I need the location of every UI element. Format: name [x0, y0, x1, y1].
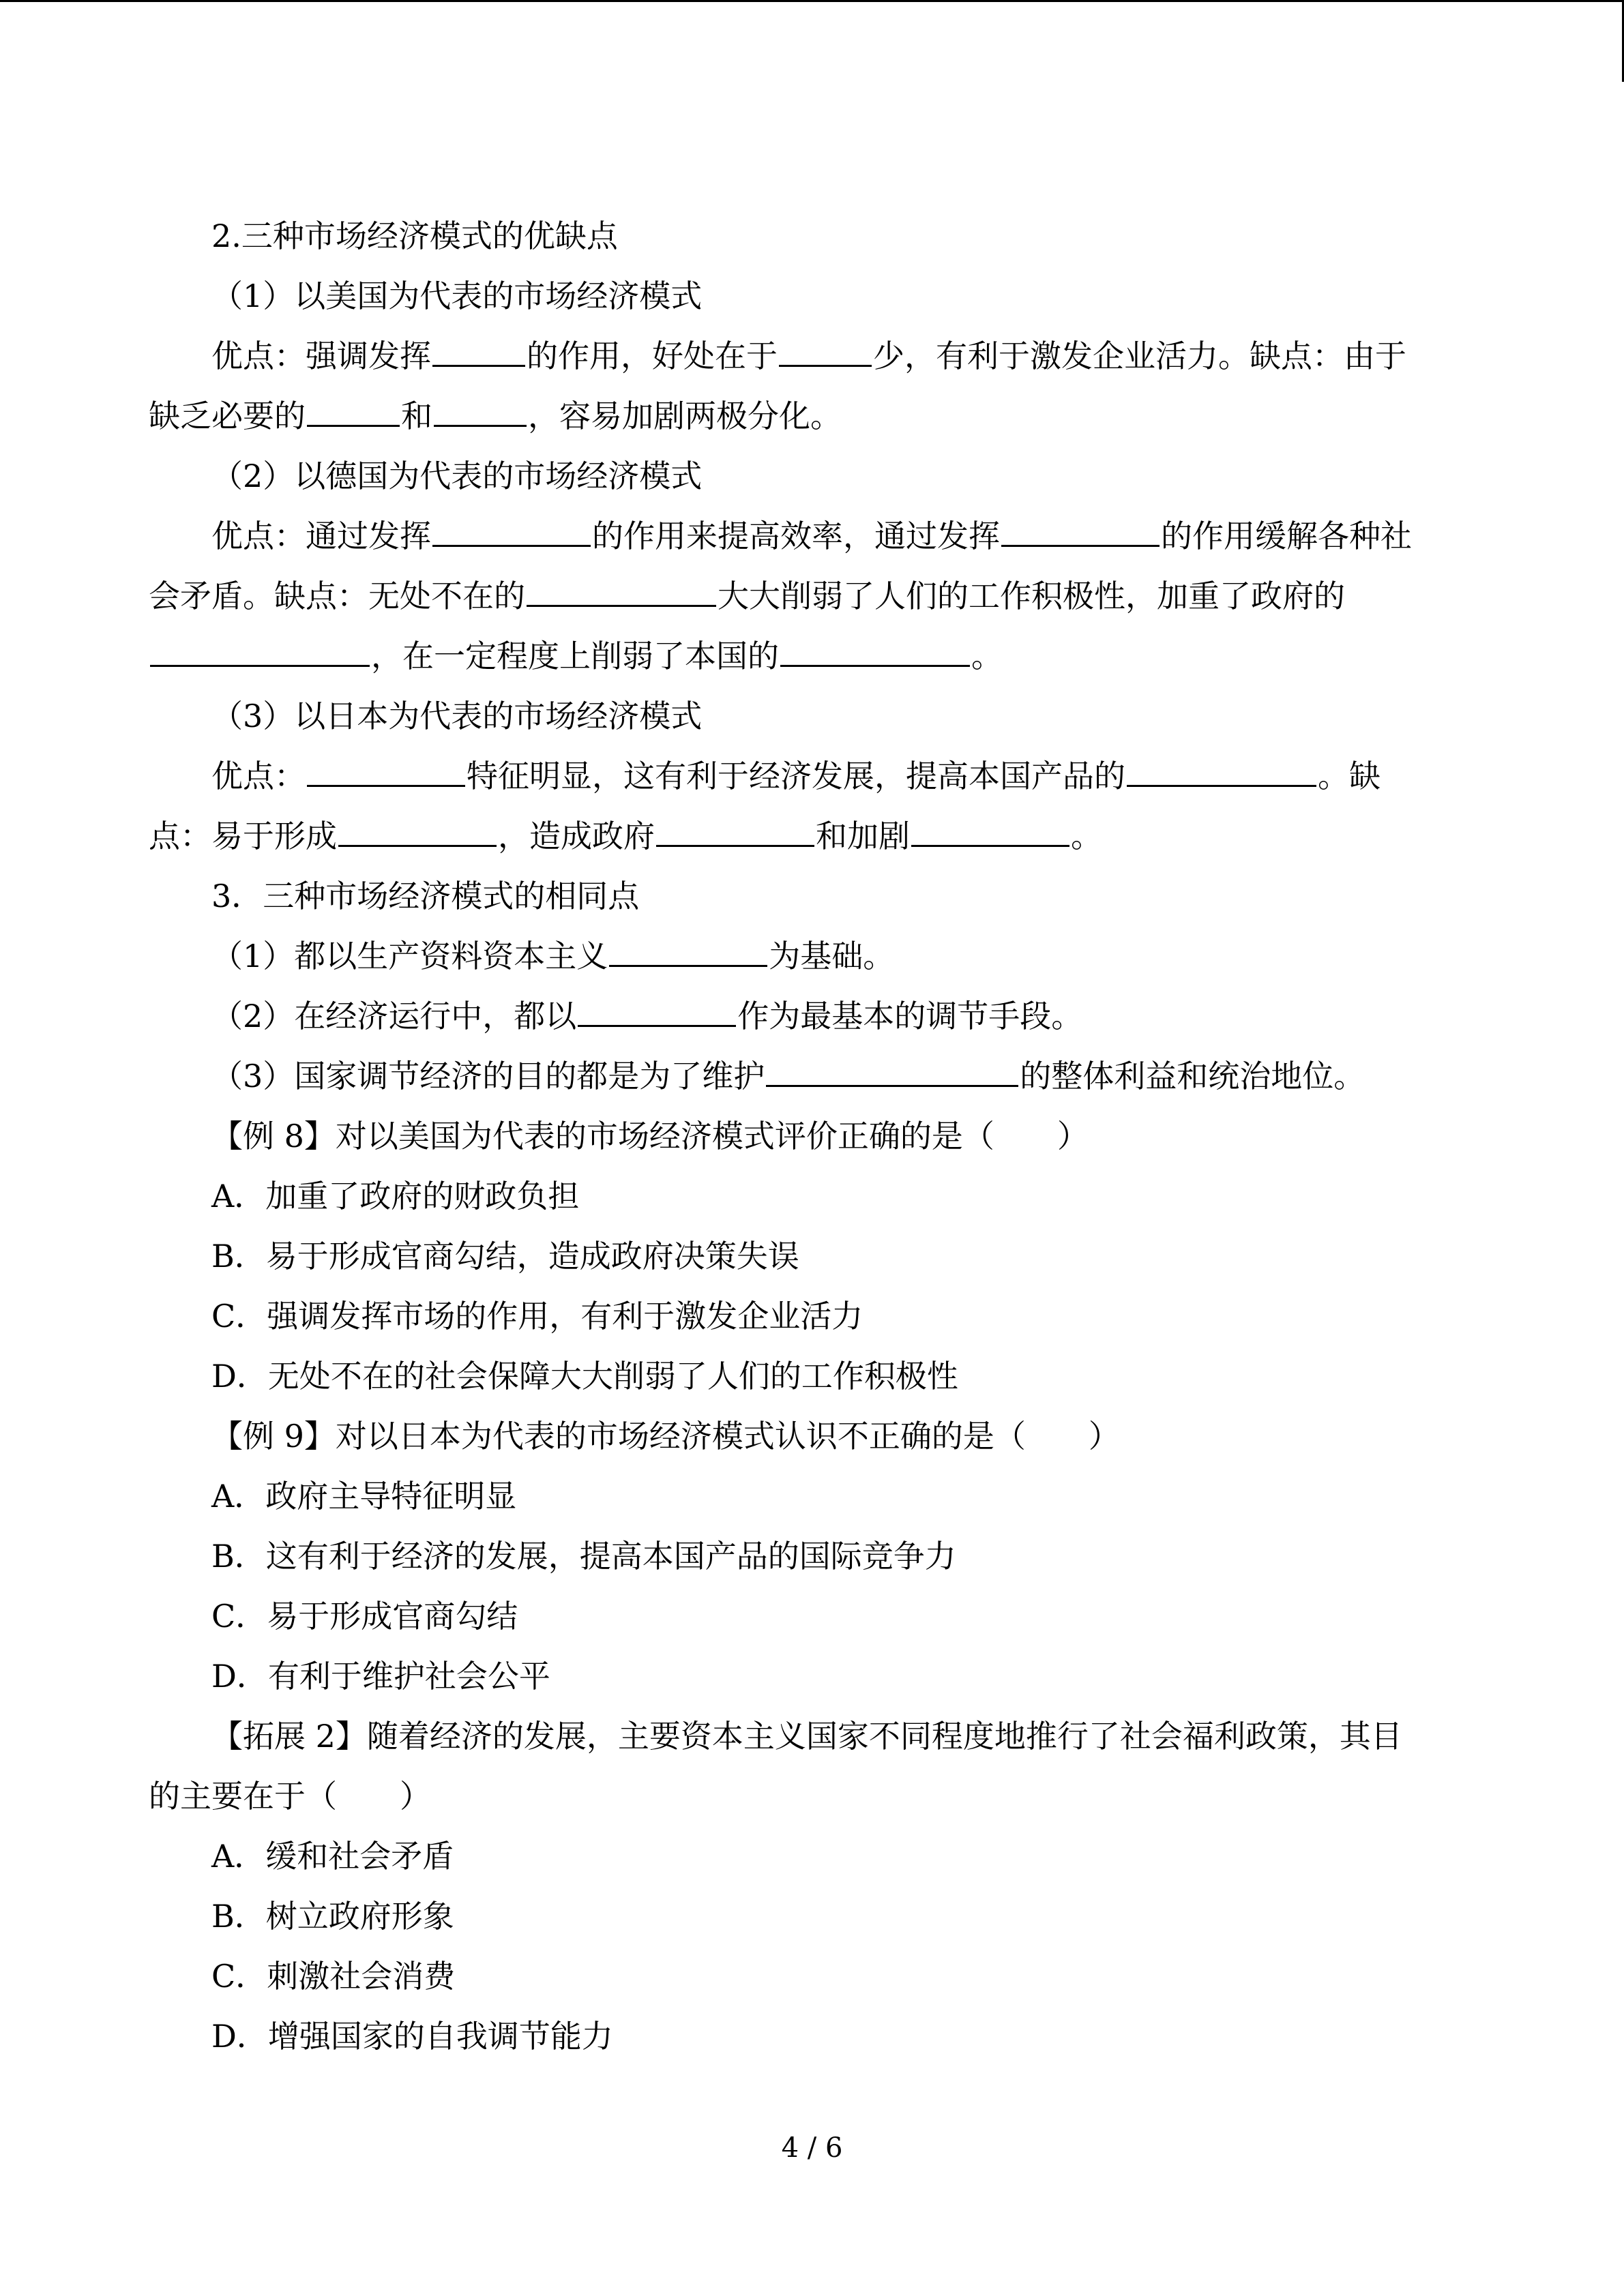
blank-field [656, 815, 814, 847]
germany-model-line3: ，在一定程度上削弱了本国的 。 [149, 626, 1461, 686]
us-model-line2: 缺乏必要的 和 ，容易加剧两极分化。 [149, 386, 1461, 446]
blank-field [338, 815, 497, 847]
blank-field [766, 1055, 1018, 1087]
us-model-heading: （1）以美国为代表的市场经济模式 [211, 278, 703, 314]
example9-option-b: B．这有利于经济的发展，提高本国产品的国际竞争力 [211, 1538, 956, 1575]
germany-model-line1: 优点：通过发挥 的作用来提高效率，通过发挥 的作用缓解各种社 [149, 506, 1461, 566]
section3-point2: （2）在经济运行中，都以 作为最基本的调节手段。 [149, 986, 1461, 1046]
blank-field [434, 395, 527, 427]
section3-point3: （3）国家调节经济的目的都是为了维护 的整体利益和统治地位。 [149, 1046, 1461, 1106]
blank-field [527, 575, 716, 607]
extension2-question-line2: 的主要在于（ ） [149, 1778, 431, 1815]
example8-option-c: C．强调发挥市场的作用，有利于激发企业活力 [211, 1298, 863, 1335]
example8-option-b: B．易于形成官商勾结，造成政府决策失误 [211, 1238, 799, 1274]
example8-option-d: D．无处不在的社会保障大大削弱了人们的工作积极性 [211, 1358, 958, 1395]
extension2-option-d: D．增强国家的自我调节能力 [211, 2018, 613, 2055]
germany-model-heading: （2）以德国为代表的市场经济模式 [211, 458, 703, 494]
blank-field [1127, 755, 1316, 787]
japan-model-line1: 优点： 特征明显，这有利于经济发展，提高本国产品的 。缺 [149, 746, 1461, 806]
japan-model-heading: （3）以日本为代表的市场经济模式 [211, 698, 703, 734]
example9-option-c: C．易于形成官商勾结 [211, 1598, 518, 1635]
section3-point1: （1）都以生产资料资本主义 为基础。 [149, 926, 1461, 986]
document-page [149, 206, 1461, 2066]
blank-field [307, 755, 465, 787]
page-top-border [0, 0, 1624, 2]
blank-field [432, 335, 525, 367]
germany-model-line2: 会矛盾。缺点：无处不在的 大大削弱了人们的工作积极性，加重了政府的 [149, 566, 1461, 626]
extension2-question-line1: 【拓展 2】随着经济的发展，主要资本主义国家不同程度地推行了社会福利政策，其目 [211, 1718, 1402, 1755]
extension2-option-b: B．树立政府形象 [211, 1898, 454, 1935]
blank-field [432, 515, 591, 547]
extension2-option-c: C．刺激社会消费 [211, 1958, 456, 1995]
blank-field [780, 635, 970, 667]
blank-field [1001, 515, 1160, 547]
blank-field [779, 335, 872, 367]
example8-option-a: A．加重了政府的财政负担 [211, 1178, 580, 1214]
example9-option-d: D．有利于维护社会公平 [211, 1658, 550, 1695]
example8-question: 【例 8】对以美国为代表的市场经济模式评价正确的是（ ） [211, 1118, 1089, 1154]
us-model-line1: 优点：强调发挥 的作用，好处在于 少，有利于激发企业活力。缺点：由于 [149, 326, 1461, 386]
example9-option-a: A．政府主导特征明显 [211, 1478, 517, 1515]
japan-model-line2: 点：易于形成 ，造成政府 和加剧 。 [149, 806, 1461, 866]
example9-question: 【例 9】对以日本为代表的市场经济模式认识不正确的是（ ） [211, 1418, 1120, 1455]
blank-field [150, 635, 370, 667]
blank-field [307, 395, 400, 427]
section3-heading: 3．三种市场经济模式的相同点 [211, 878, 640, 914]
blank-field [911, 815, 1069, 847]
extension2-option-a: A．缓和社会矛盾 [211, 1838, 454, 1875]
section2-heading: 2.三种市场经济模式的优缺点 [211, 218, 618, 254]
blank-field [609, 935, 767, 967]
page-number: 4 / 6 [781, 2132, 843, 2164]
blank-field [578, 995, 736, 1027]
